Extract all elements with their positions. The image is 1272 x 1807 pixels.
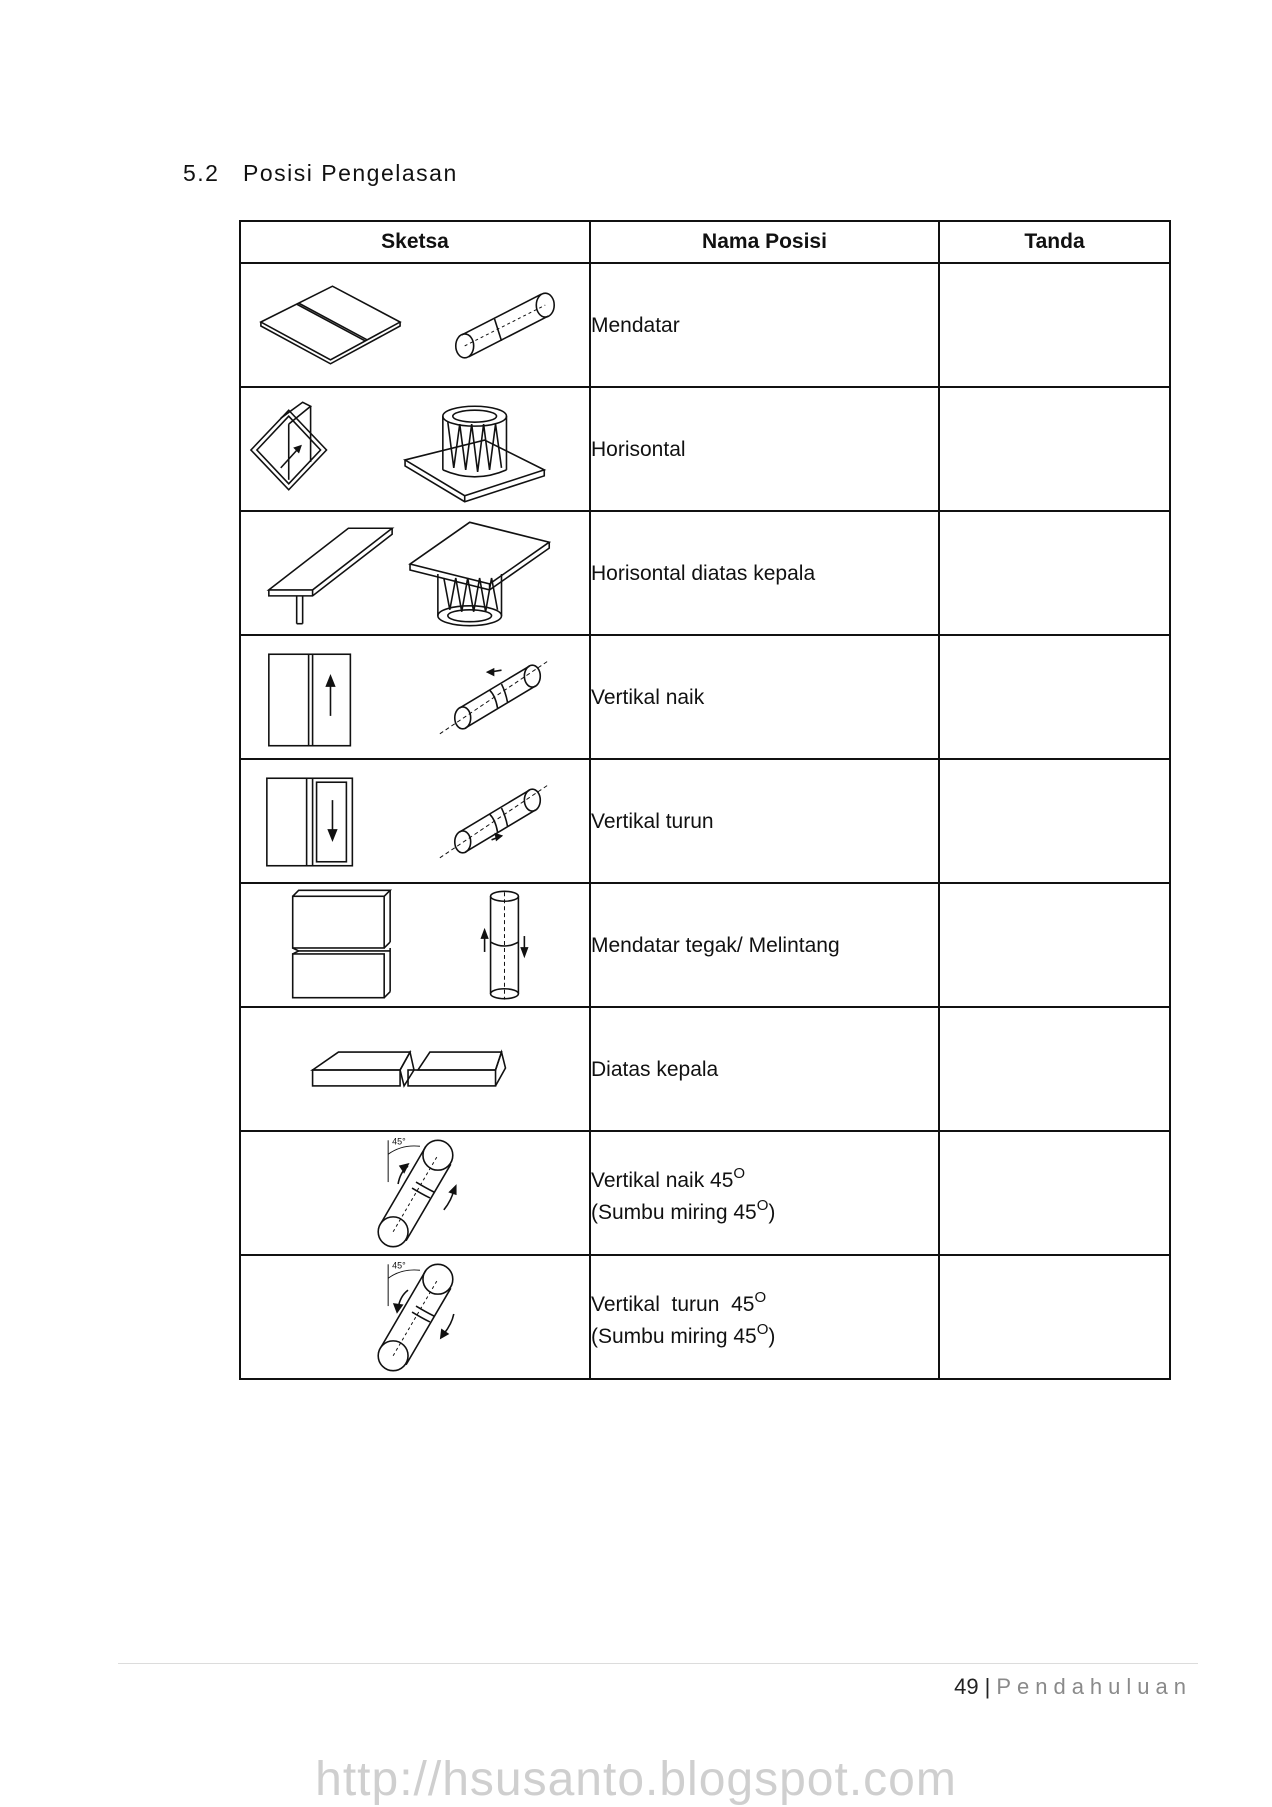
table-row xyxy=(240,387,1170,511)
sketch-transverse-position xyxy=(240,883,590,1007)
sketch-inclined-up-position xyxy=(240,1131,590,1255)
degree-symbol: O xyxy=(754,1289,767,1306)
position-mark xyxy=(939,263,1170,387)
watermark-url: http://hsusanto.blogspot.com xyxy=(315,1753,957,1806)
closing-paren: ) xyxy=(768,1325,776,1348)
footer-divider xyxy=(118,1663,1198,1664)
position-mark xyxy=(939,1007,1170,1131)
position-mark xyxy=(939,511,1170,635)
position-mark xyxy=(939,387,1170,511)
sketch-vertical-down-position xyxy=(240,759,590,883)
degree-symbol: O xyxy=(756,1321,769,1338)
section-title: Posisi Pengelasan xyxy=(243,160,458,186)
table-row xyxy=(240,759,1170,883)
position-mark xyxy=(939,1131,1170,1255)
position-name-line2: (Sumbu miring 45 xyxy=(591,1201,757,1224)
footer-section-title: Pendahuluan xyxy=(996,1674,1192,1699)
position-name-line1: Vertikal turun 45 xyxy=(591,1293,755,1316)
page-footer xyxy=(954,1674,1192,1700)
table-row xyxy=(240,511,1170,635)
position-name: Horisontal xyxy=(590,387,939,511)
inclined-up-illustration xyxy=(241,1132,589,1254)
horizontal-overhead-illustration xyxy=(241,512,589,634)
horizontal-fillet-tube-illustration xyxy=(241,388,589,510)
table-header-row xyxy=(240,221,1170,263)
position-mark xyxy=(939,1255,1170,1379)
flat-plate-pipe-illustration xyxy=(241,264,589,386)
position-name: Mendatar tegak/ Melintang xyxy=(590,883,939,1007)
position-name: Mendatar xyxy=(590,263,939,387)
vertical-down-illustration xyxy=(241,760,589,882)
position-name: Vertikal naik xyxy=(590,635,939,759)
position-name: Vertikal turun xyxy=(590,759,939,883)
position-name-line1: Vertikal naik 45 xyxy=(591,1169,734,1192)
table-row xyxy=(240,1131,1170,1255)
inclined-down-illustration xyxy=(241,1256,589,1378)
position-name xyxy=(590,1255,939,1379)
page-number: 49 xyxy=(954,1674,979,1699)
sketch-vertical-up-position xyxy=(240,635,590,759)
table-row xyxy=(240,1255,1170,1379)
table-row xyxy=(240,1007,1170,1131)
sketch-inclined-down-position xyxy=(240,1255,590,1379)
sketch-horizontal-overhead-position xyxy=(240,511,590,635)
header-sketch: Sketsa xyxy=(240,221,590,263)
position-mark xyxy=(939,759,1170,883)
position-name: Horisontal diatas kepala xyxy=(590,511,939,635)
sketch-overhead-position xyxy=(240,1007,590,1131)
degree-symbol: O xyxy=(756,1197,769,1214)
sketch-flat-position xyxy=(240,263,590,387)
closing-paren: ) xyxy=(768,1201,776,1224)
sketch-horizontal-position xyxy=(240,387,590,511)
section-heading xyxy=(183,160,458,187)
header-mark: Tanda xyxy=(939,221,1170,263)
transverse-illustration xyxy=(241,884,589,1006)
position-name xyxy=(590,1131,939,1255)
degree-symbol: O xyxy=(733,1165,746,1182)
overhead-illustration xyxy=(241,1008,589,1130)
table-row xyxy=(240,263,1170,387)
section-number: 5.2 xyxy=(183,160,220,186)
table-row xyxy=(240,883,1170,1007)
position-name: Diatas kepala xyxy=(590,1007,939,1131)
welding-positions-table xyxy=(239,220,1171,1380)
vertical-up-illustration xyxy=(241,636,589,758)
angle-label: 45° xyxy=(392,1260,406,1271)
footer-separator: | xyxy=(984,1674,991,1699)
position-mark xyxy=(939,883,1170,1007)
angle-label: 45° xyxy=(392,1136,406,1147)
table-row xyxy=(240,635,1170,759)
position-mark xyxy=(939,635,1170,759)
header-position-name: Nama Posisi xyxy=(590,221,939,263)
position-name-line2: (Sumbu miring 45 xyxy=(591,1325,757,1348)
